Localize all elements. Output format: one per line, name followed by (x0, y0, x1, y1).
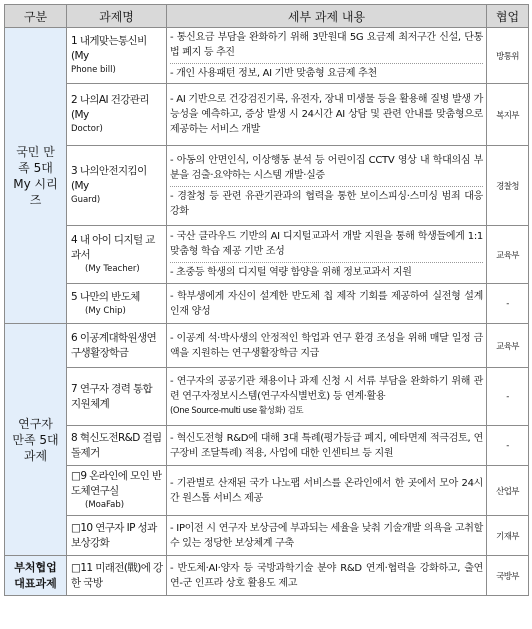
task-title: 1 내게맞는통신비(My (71, 35, 147, 62)
detail-cell (167, 426, 487, 466)
task-name-cell (67, 556, 167, 596)
task-title: 8 혁신도전R&D 걸림돌제거 (71, 431, 162, 459)
coop-cell: 기재부 (487, 516, 529, 556)
task-title-en: Doctor) (71, 124, 103, 134)
task-title-en: (MoaFab) (85, 500, 125, 510)
category-cell: 연구자 만족 5대 과제 (5, 324, 67, 556)
detail-item: - 혁신도전형 R&D에 대해 3대 특례(평가등급 폐지, 예타면제 적극검토, 연구장비 조달특례) 적용, 사업에 대한 인센티브 등 지원 (170, 432, 483, 459)
coop-cell: - (487, 426, 529, 466)
detail-cell (167, 284, 487, 324)
table-row (5, 516, 529, 556)
table-row (5, 426, 529, 466)
coop-cell: - (487, 368, 529, 426)
task-name-cell (67, 84, 167, 146)
detail-item: (One Source-multi use 활성화) 검토 (170, 406, 304, 416)
task-title-en: Guard) (71, 195, 101, 205)
coop-cell: 교육부 (487, 324, 529, 368)
table-row (5, 226, 529, 284)
detail-cell (167, 324, 487, 368)
coop-cell: 방통위 (487, 28, 529, 84)
task-name-cell (67, 284, 167, 324)
table-row (5, 146, 529, 226)
task-title: 4 내 아이 디지털 교과서 (71, 234, 155, 261)
category-cell: 부처협업대표과제 (5, 556, 67, 596)
task-name-cell (67, 368, 167, 426)
detail-item: - 반도체·AI·양자 등 국방과학기술 분야 R&D 연계·협력을 강화하고, 출연연-군 인프라 상호 활용도 제고 (170, 562, 483, 589)
task-name-cell (67, 226, 167, 284)
task-title-en: Phone bill) (71, 65, 116, 75)
task-title: 7 연구자 경력 통합 지원체계 (71, 382, 153, 410)
table-row (5, 84, 529, 146)
policy-task-table (4, 4, 529, 596)
coop-cell: - (487, 284, 529, 324)
detail-item: - IP이전 시 연구자 보상금에 부과되는 세율을 낮춰 기술개발 의욕을 고취할 수 있는 정당한 보상체계 구축 (170, 522, 483, 549)
detail-divider (170, 63, 483, 64)
task-title: 3 나의안전지킴이(My (71, 165, 147, 192)
detail-cell (167, 226, 487, 284)
detail-divider (170, 186, 483, 187)
detail-item: - 개인 사용패턴 정보, AI 기반 맞춤형 요금제 추천 (170, 68, 377, 79)
table-row (5, 556, 529, 596)
detail-item: - 기관별로 산재된 국가 나노팹 서비스를 온라인에서 한 곳에서 모아 24시간 원스톱 서비스 제공 (170, 477, 483, 504)
task-title: 6 이공계대학원생연구생활장학금 (71, 331, 157, 359)
detail-item: - 국산 클라우드 기반의 AI 디지털교과서 개발 지원을 통해 학생들에게 1:1 맞춤형 학습 제공 기반 조성 (170, 231, 483, 257)
header-cooperation: 협업 (487, 5, 529, 28)
detail-cell (167, 146, 487, 226)
detail-item: - 경찰청 등 관련 유관기관과의 협력을 통한 보이스피싱·스미싱 범죄 대응 강화 (170, 190, 483, 217)
detail-item: - 초중등 학생의 디지털 역량 함양을 위해 정보교과서 지원 (170, 267, 412, 278)
detail-item: - AI 기반으로 건강검진기록, 유전자, 장내 미생물 등을 활용해 질병 발생 가능성을 예측하고, 증상 발생 시 24시간 AI 상담 및 관련 안내를 맞춤형으로 제공하는 서비스 개발 (170, 94, 483, 135)
detail-cell (167, 466, 487, 516)
detail-cell (167, 556, 487, 596)
category-cell: 국민 만족 5대 My 시리즈 (5, 28, 67, 324)
detail-item: - 아동의 안면인식, 이상행동 분석 등 어린이집 CCTV 영상 내 학대의심 부분을 검출·요약하는 시스템 개발·실증 (170, 154, 483, 181)
task-name-cell (67, 516, 167, 556)
coop-cell: 복지부 (487, 84, 529, 146)
table-row (5, 368, 529, 426)
task-name-cell (67, 426, 167, 466)
detail-item: - 연구자의 공공기관 채용이나 과제 신청 시 서류 부담을 완화하기 위해 관련 연구자정보시스템(연구자식별번호) 등 연계·활용 (170, 376, 483, 402)
header-category: 구분 (5, 5, 67, 28)
header-row (5, 5, 529, 28)
task-title: □10 연구자 IP 성과 보상강화 (71, 521, 157, 549)
table-row (5, 324, 529, 368)
task-title: □9 온라인에 모인 반도체연구실 (71, 470, 162, 497)
detail-item: - 이공계 석·박사생의 안정적인 학업과 연구 환경 조성을 위해 매달 일정 금액을 지원하는 연구생활장학금 지급 (170, 332, 483, 359)
detail-cell (167, 368, 487, 426)
coop-cell: 산업부 (487, 466, 529, 516)
detail-item: - 통신요금 부담을 완화하기 위해 3만원대 5G 요금제 최저구간 신설, 단통법 폐지 등 추진 (170, 32, 483, 58)
table-row (5, 284, 529, 324)
detail-divider (170, 262, 483, 263)
coop-cell: 경찰청 (487, 146, 529, 226)
table-row (5, 466, 529, 516)
coop-cell: 국방부 (487, 556, 529, 596)
task-title-en: (My Chip) (85, 305, 126, 316)
task-name-cell (67, 324, 167, 368)
task-name-cell (67, 466, 167, 516)
task-title: □11 미래전(戰)에 강한 국방 (71, 561, 163, 589)
detail-cell (167, 28, 487, 84)
header-task-name: 과제명 (67, 5, 167, 28)
task-title-en: (My Teacher) (85, 264, 140, 274)
table-row (5, 28, 529, 84)
task-name-cell (67, 28, 167, 84)
coop-cell: 교육부 (487, 226, 529, 284)
detail-cell (167, 516, 487, 556)
header-detail: 세부 과제 내용 (167, 5, 487, 28)
detail-cell (167, 84, 487, 146)
detail-item: - 학부생에게 자신이 설계한 반도체 칩 제작 기회를 제공하여 실전형 설계 인재 양성 (170, 290, 483, 317)
task-name-cell (67, 146, 167, 226)
task-title: 5 나만의 반도체 (71, 290, 140, 303)
task-title: 2 나의AI 건강관리(My (71, 94, 149, 121)
